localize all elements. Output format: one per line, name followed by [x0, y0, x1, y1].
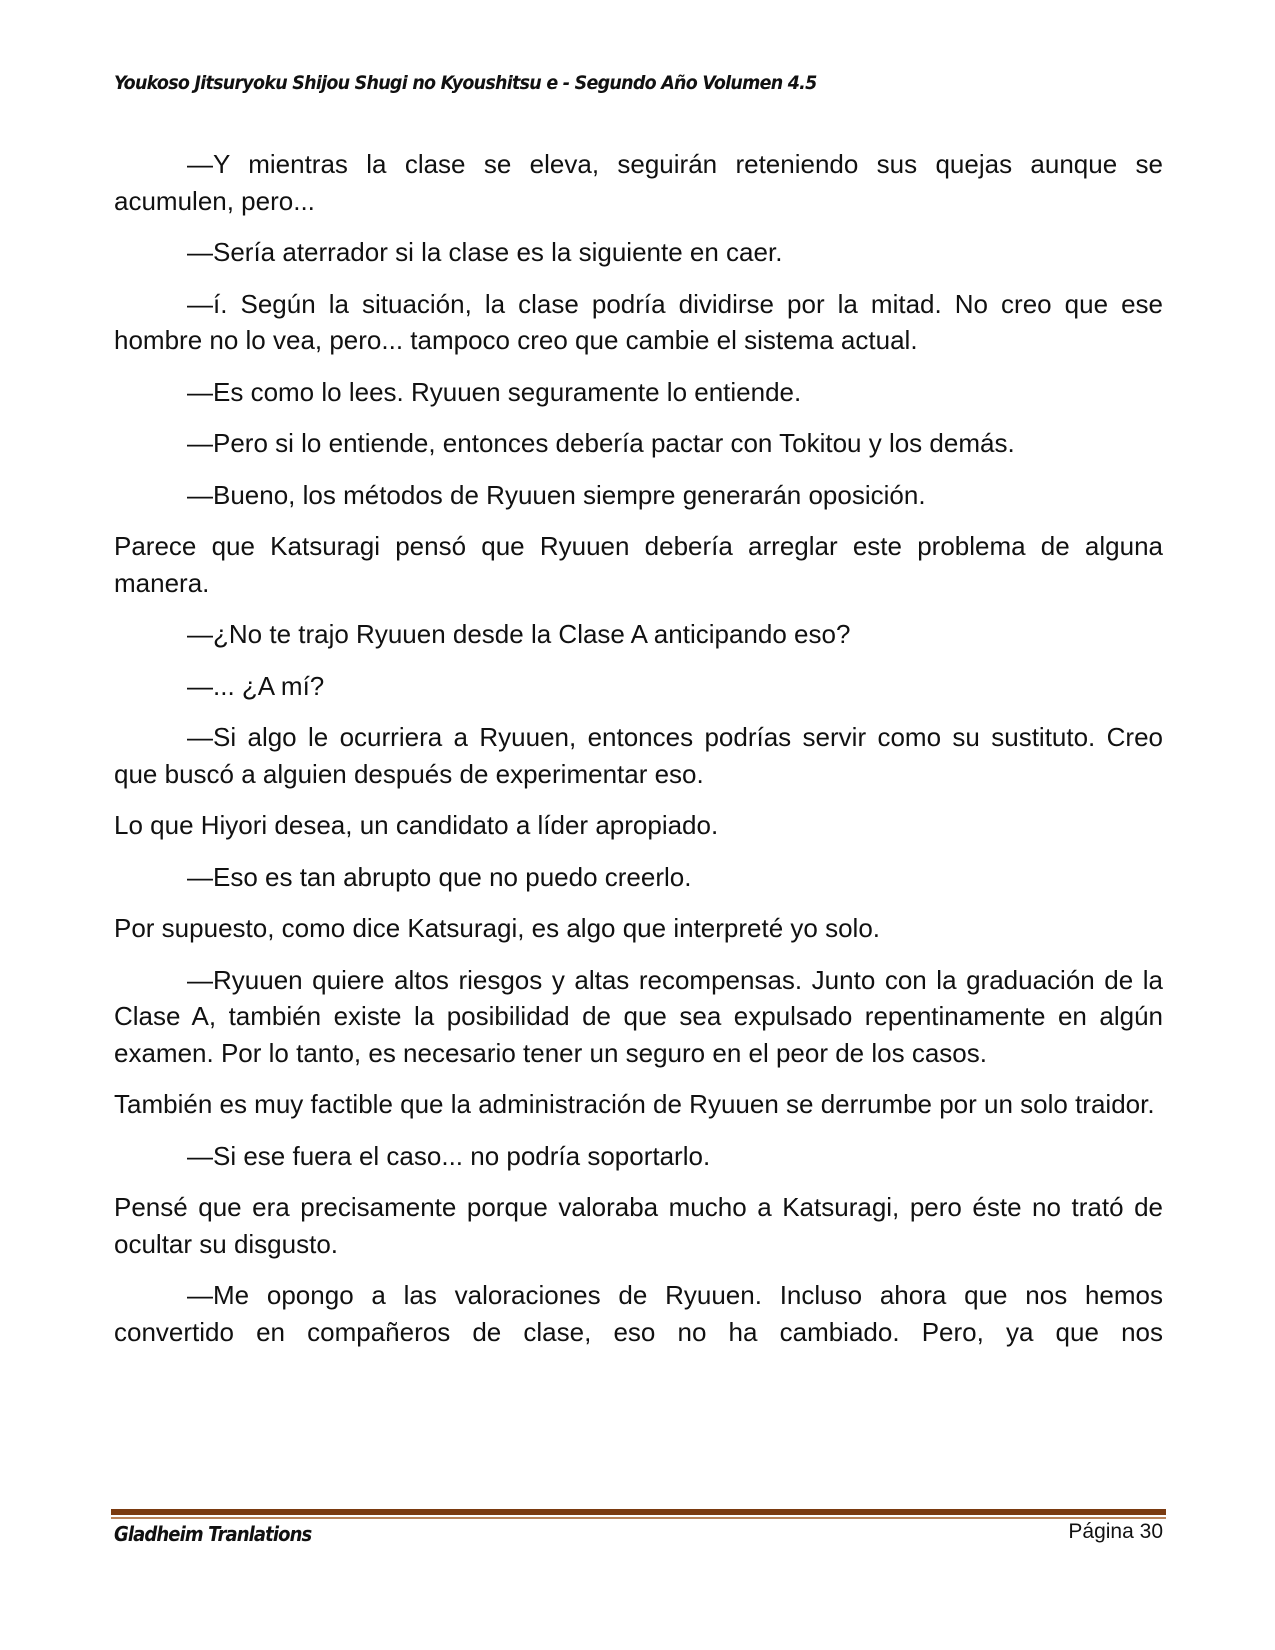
dialogue-paragraph: —Si ese fuera el caso... no podría soportarlo. [187, 1140, 711, 1171]
dialogue-paragraph: —Y mientras la clase se eleva, seguirán reteniendo sus quejas aunque se acumulen, pero... [114, 149, 1163, 216]
dialogue-paragraph: —¿No te trajo Ryuuen desde la Clase A anticipando eso? [187, 619, 851, 649]
footer-divider [111, 1509, 1166, 1519]
footer-translator: Gladheim Tranlations [114, 1522, 312, 1546]
page-number-value: 30 [1139, 1520, 1163, 1543]
dialogue-paragraph: —Pero si lo entiende, entonces debería pactar con Tokitou y los demás. [187, 428, 1015, 458]
narration-paragraph: Pensé que era precisamente porque valoraba mucho a Katsuragi, pero éste no trató de ocultar su disgusto. [114, 1192, 1163, 1259]
narration-paragraph: Parece que Katsuragi pensó que Ryuuen debería arreglar este problema de alguna manera. [114, 531, 1163, 598]
dialogue-paragraph: —Eso es tan abrupto que no puedo creerlo. [187, 861, 692, 892]
dialogue-paragraph: —í. Según la situación, la clase podría dividirse por la mitad. No creo que ese hombre no lo vea, pero... tampoco creo que cambie el sistema actual. [114, 288, 1163, 355]
page-label: Página [1068, 1520, 1134, 1543]
page-number [1068, 1520, 1163, 1544]
page-body [114, 146, 1163, 1365]
narration-paragraph: También es muy factible que la administración de Ryuuen se derrumbe por un solo traidor. [114, 1089, 1155, 1119]
dialogue-paragraph: —Bueno, los métodos de Ryuuen siempre generarán oposición. [187, 479, 926, 510]
dialogue-paragraph: —... ¿A mí? [187, 670, 325, 701]
narration-paragraph: Lo que Hiyori desea, un candidato a líder apropiado. [114, 810, 719, 840]
running-header: Youkoso Jitsuryoku Shijou Shugi no Kyoushitsu e - Segundo Año Volumen 4.5 [114, 72, 817, 94]
dialogue-paragraph: —Me opongo a las valoraciones de Ryuuen. Incluso ahora que nos hemos convertido en compañeros de clase, eso no ha cambiado. Pero, ya que nos [114, 1280, 1163, 1347]
dialogue-paragraph: —Ryuuen quiere altos riesgos y altas recompensas. Junto con la graduación de la Clase A, también existe la posibilidad de que sea expulsado repentinamente en algún examen. Por lo tanto, es necesario tener un seguro en el peor de los casos. [114, 964, 1163, 1068]
narration-paragraph: Por supuesto, como dice Katsuragi, es algo que interpreté yo solo. [114, 913, 880, 943]
dialogue-paragraph: —Es como lo lees. Ryuuen seguramente lo entiende. [187, 376, 802, 407]
dialogue-paragraph: —Si algo le ocurriera a Ryuuen, entonces podrías servir como su sustituto. Creo que buscó a alguien después de experimentar eso. [114, 722, 1163, 789]
dialogue-paragraph: —Sería aterrador si la clase es la siguiente en caer. [187, 237, 783, 267]
